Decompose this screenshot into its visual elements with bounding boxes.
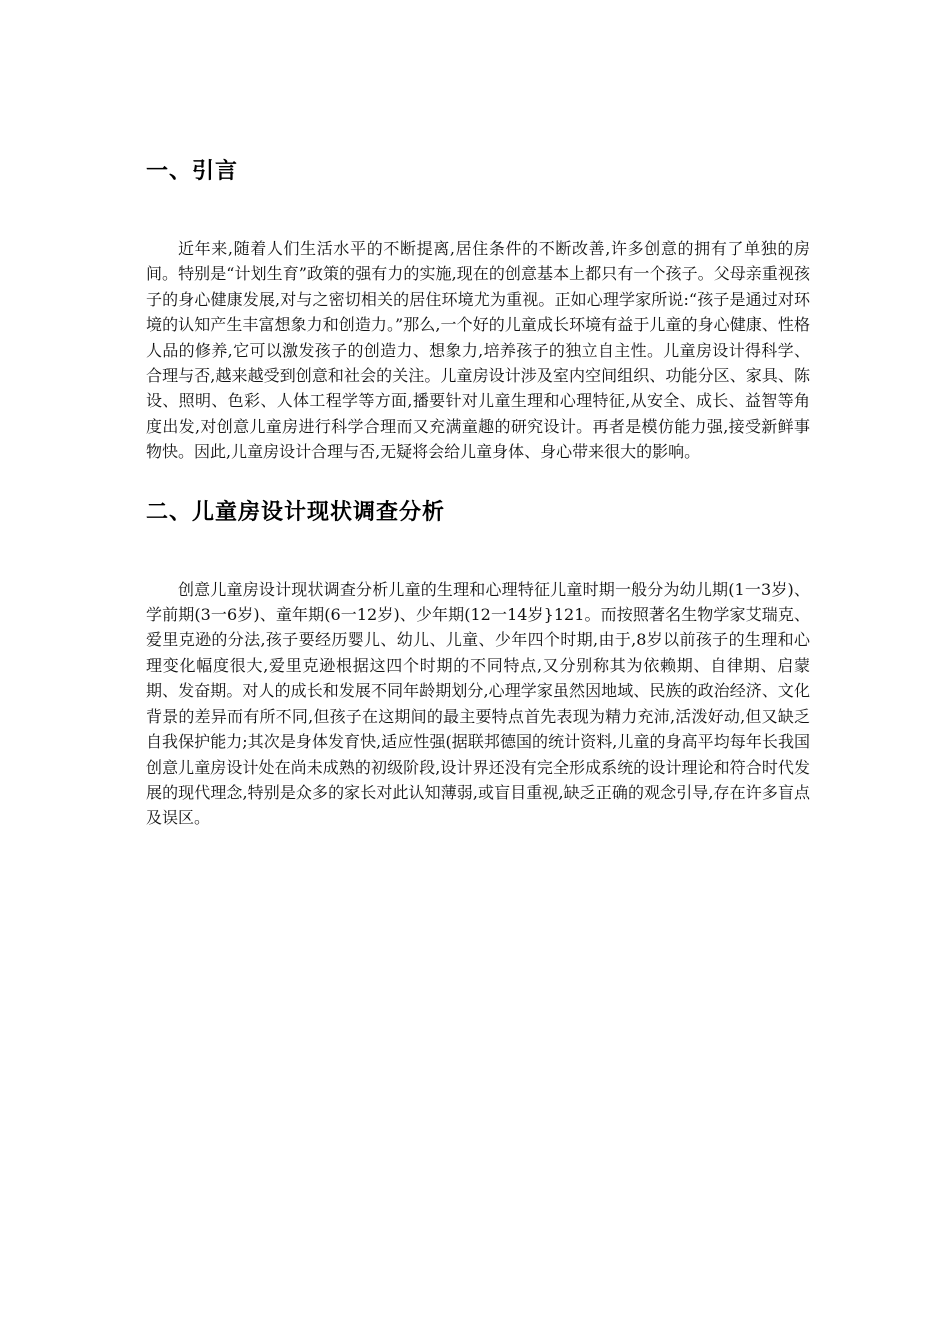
document-body [146, 150, 810, 831]
section-heading-survey-analysis: 二、儿童房设计现状调查分析 [146, 499, 446, 525]
section-paragraph-introduction: 近年来,随着人们生活水平的不断提离,居住条件的不断改善,许多创意的拥有了单独的房间。特别是“计划生育”政策的强有力的实施,现在的创意基本上都只有一个孩子。父母亲重视孩子的身心健康发展,对与之密切相关的居住环境尤为重视。正如心理学家所说:“孩子是通过对环境的认知产生丰富想象力和创造力。”那么,一个好的儿童成长环境有益于儿童的身心健康、性格人品的修养,它可以激发孩子的创造力、想象力,培养孩子的独立自主性。儿童房设计得科学、合理与否,越来越受到创意和社会的关注。儿童房设计涉及室内空间组织、功能分区、家具、陈设、照明、色彩、人体工程学等方面,播要针对儿童生理和心理特征,从安全、成长、益智等角度出发,对创意儿童房进行科学合理而又充满童趣的研究设计。再者是模仿能力强,接受新鲜事物快。因此,儿童房设计合理与否,无疑将会给儿童身体、身心带来很大的影响。 [146, 239, 810, 462]
section-heading-introduction: 一、引言 [146, 159, 239, 184]
section-paragraph-survey-analysis: 创意儿童房设计现状调查分析儿童的生理和心理特征儿童时期一般分为幼儿期(1一3岁)、学前期(3一6岁)、童年期(6一12岁)、少年期(12一14岁}121。而按照著名生物学家艾瑞克、爱里克逊的分法,孩子要经历婴儿、幼儿、儿童、少年四个时期,由于,8岁以前孩子的生理和心理变化幅度很大,爱里克逊根据这四个时期的不同特点,又分别称其为依赖期、自律期、启蒙期、发奋期。对人的成长和发展不同年龄期划分,心理学家虽然因地域、民族的政治经济、文化背景的差异而有所不同,但孩子在这期间的最主要特点首先表现为精力充沛,活泼好动,但又缺乏自我保护能力;其次是身体发育快,适应性强(据联邦德国的统计资料,儿童的身高平均每年长我国创意儿童房设计处在尚未成熟的初级阶段,设计界还没有完全形成系统的设计理论和符合时代发展的现代理念,特别是众多的家长对此认知薄弱,或盲目重视,缺乏正确的观念引导,存在许多盲点及误区。 [146, 579, 810, 828]
